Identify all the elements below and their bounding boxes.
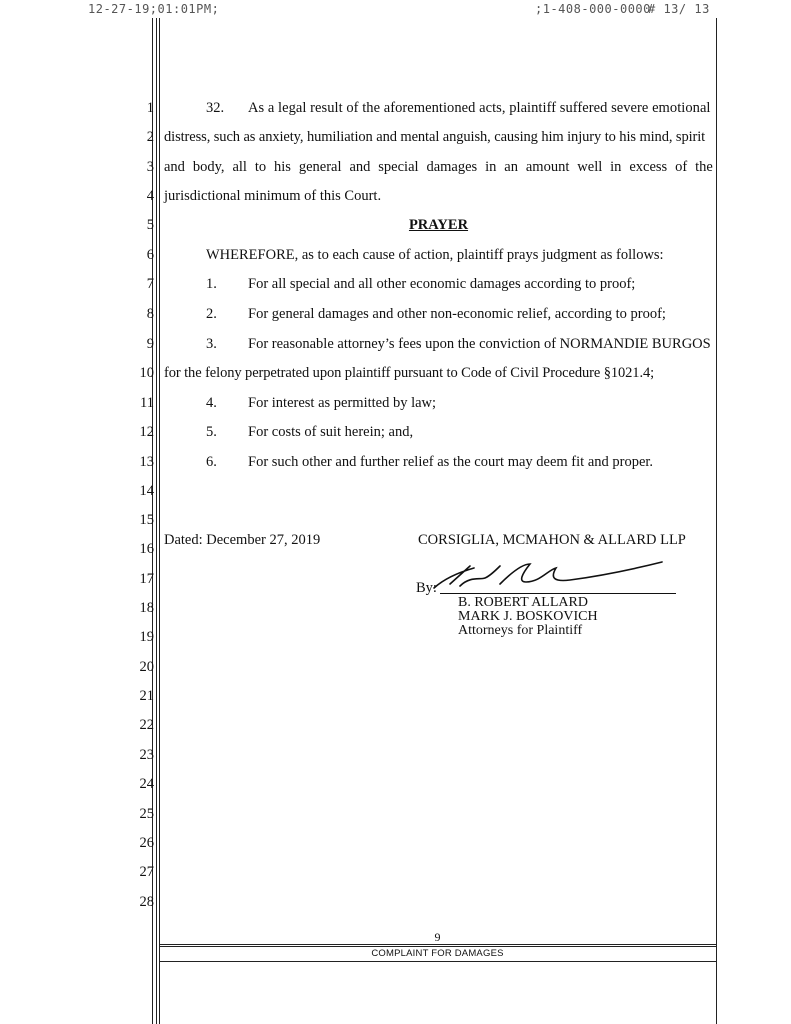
line-number: 25 (139, 806, 154, 822)
prayer-item-text: For costs of suit herein; and, (248, 424, 414, 440)
word: in (610, 159, 622, 175)
line-number: 19 (139, 629, 154, 645)
paragraph-line: As a legal result of the aforementioned acts, plaintiff suffered severe emotional (248, 100, 711, 116)
line-number: 28 (139, 894, 154, 910)
line-number: 17 (139, 571, 154, 587)
footer-rule-second (159, 946, 716, 947)
by-label: By: (416, 580, 437, 596)
word: amount (525, 159, 570, 175)
line-number: 7 (146, 276, 154, 292)
line-number: 1 (146, 100, 154, 116)
line-number: 5 (146, 217, 154, 233)
line-number: 9 (146, 336, 154, 352)
line-number: 8 (146, 306, 154, 322)
prayer-heading: PRAYER (408, 217, 469, 233)
footer-title: COMPLAINT FOR DAMAGES (371, 948, 504, 959)
fax-page-count: # 13/ 13 (648, 2, 710, 16)
signature-scribble (430, 558, 690, 598)
prayer-intro: WHEREFORE, as to each cause of action, plaintiff prays judgment as follows: (206, 247, 664, 263)
paragraph-line-justified (164, 159, 713, 175)
word: to (254, 159, 267, 175)
margin-rule-right (716, 18, 717, 1024)
line-number: 23 (139, 747, 154, 763)
line-number: 22 (139, 717, 154, 733)
page-number: 9 (434, 930, 441, 944)
prayer-item-text: For general damages and other non-economic relief, according to proof; (248, 306, 666, 322)
word: his (274, 159, 291, 175)
attorney-name: B. ROBERT ALLARD (458, 595, 588, 610)
fax-datetime: 12-27-19;01:01PM; (88, 2, 220, 16)
prayer-item-number: 6. (206, 454, 217, 470)
fax-number: ;1-408-000-0000 (535, 2, 651, 16)
line-number: 16 (139, 541, 154, 557)
word: damages (426, 159, 478, 175)
word: general (298, 159, 342, 175)
word: special (378, 159, 419, 175)
dated-line: Dated: December 27, 2019 (164, 532, 321, 548)
line-number: 20 (139, 659, 154, 675)
word: an (504, 159, 518, 175)
line-number: 11 (140, 395, 154, 411)
attorney-name: MARK J. BOSKOVICH (458, 609, 598, 624)
prayer-item-number: 5. (206, 424, 217, 440)
line-number: 24 (139, 776, 154, 792)
paragraph-line: jurisdictional minimum of this Court. (164, 188, 382, 204)
line-number: 3 (146, 159, 154, 175)
attorney-role: Attorneys for Plaintiff (458, 623, 583, 638)
line-number: 2 (146, 129, 154, 145)
firm-name: CORSIGLIA, MCMAHON & ALLARD LLP (418, 532, 686, 548)
word: body, (192, 159, 225, 175)
word: and (164, 159, 185, 175)
fax-header (0, 2, 791, 18)
line-number: 12 (139, 424, 154, 440)
word: and (349, 159, 371, 175)
prayer-item-number: 2. (206, 306, 217, 322)
footer-rule-bottom (159, 961, 716, 962)
prayer-item-text: For interest as permitted by law; (248, 395, 437, 411)
line-number: 13 (139, 454, 154, 470)
prayer-item-continuation: for the felony perpetrated upon plaintiff pursuant to Code of Civil Procedure §1021.4; (164, 365, 655, 381)
word: the (695, 159, 713, 175)
line-number: 26 (139, 835, 154, 851)
prayer-item-text: For all special and all other economic damages according to proof; (248, 276, 636, 292)
line-number: 18 (139, 600, 154, 616)
line-number: 10 (139, 365, 154, 381)
line-number: 21 (139, 688, 154, 704)
margin-rule-left-2 (156, 18, 157, 1024)
margin-rule-left-3 (159, 18, 160, 1024)
signature-line (440, 593, 676, 594)
prayer-item-text: For reasonable attorney’s fees upon the conviction of NORMANDIE BURGOS (248, 336, 711, 352)
word: excess (629, 159, 668, 175)
line-number: 27 (139, 864, 154, 880)
line-number: 6 (146, 247, 154, 263)
word: all (232, 159, 247, 175)
prayer-item-number: 3. (206, 336, 217, 352)
word: well (577, 159, 603, 175)
word: in (485, 159, 497, 175)
paragraph-line: distress, such as anxiety, humiliation and mental anguish, causing him injury to his mind, spirit (164, 129, 706, 145)
prayer-item-number: 1. (206, 276, 217, 292)
paragraph-number: 32. (206, 100, 225, 116)
line-number: 4 (146, 188, 154, 204)
line-number: 15 (139, 512, 154, 528)
line-number: 14 (139, 483, 154, 499)
word: of (675, 159, 688, 175)
footer-rule-top (159, 944, 716, 945)
prayer-item-text: For such other and further relief as the court may deem fit and proper. (248, 454, 654, 470)
prayer-item-number: 4. (206, 395, 217, 411)
